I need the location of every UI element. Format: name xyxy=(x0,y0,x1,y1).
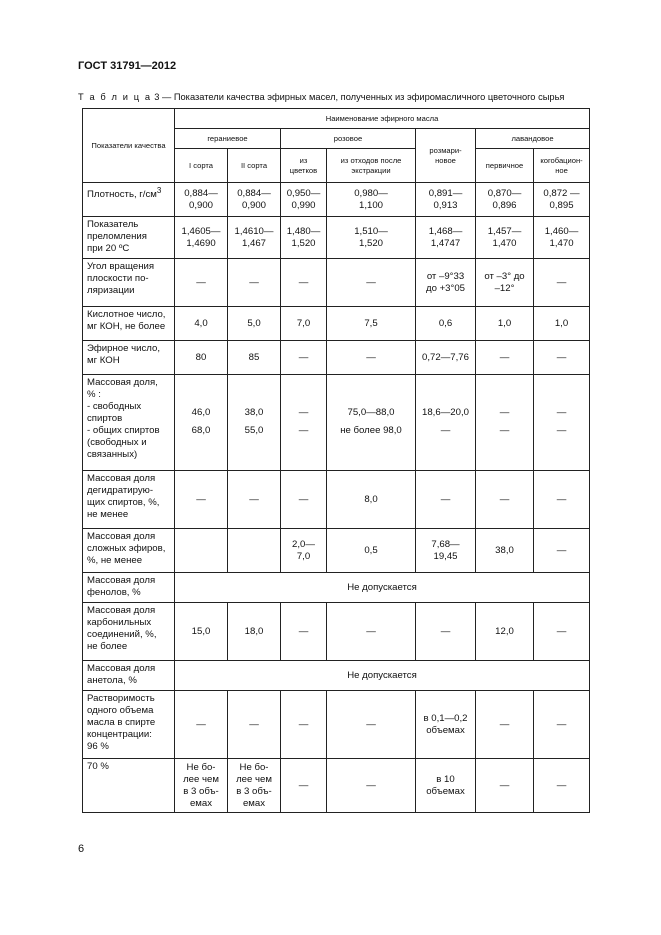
header-row-1 xyxy=(83,109,590,129)
text-line: в 10 xyxy=(436,773,455,785)
row-label-refraction xyxy=(83,217,175,259)
header-primary: первичное xyxy=(476,149,534,183)
table-cell xyxy=(228,217,281,259)
table-caption-text: — Показатели качества эфирных масел, полученных из эфиромасличного цветочного сырья xyxy=(161,92,565,102)
text-line: 1,4747 xyxy=(430,237,461,249)
table-cell: — xyxy=(327,691,416,759)
table-cell xyxy=(416,759,476,813)
text-line: не более xyxy=(87,641,128,652)
text-line: 1,470 xyxy=(492,237,517,249)
text-line: в 0,1—0,2 xyxy=(423,712,468,724)
text-line: — xyxy=(366,276,376,288)
text-line: лее чем xyxy=(183,773,219,785)
row-label-carbonyl xyxy=(83,603,175,661)
merged-cell-not-allowed: Не допускается xyxy=(175,573,590,603)
text-line: 1,460— xyxy=(544,225,579,237)
text-line: Эфирное число, xyxy=(87,343,160,354)
text-line: %, не менее xyxy=(87,555,143,566)
text-line: одного объема xyxy=(87,705,154,716)
text-line: дегидратирую- xyxy=(87,485,154,496)
table-cell xyxy=(327,217,416,259)
text-line: 0,870— xyxy=(487,187,522,199)
text-line: % : xyxy=(87,389,101,400)
header-oil-name: Наименование эфирного масла xyxy=(175,109,590,129)
text-line: объемах xyxy=(426,785,465,797)
text-line: — xyxy=(556,276,567,288)
table-cell: — — xyxy=(534,375,590,471)
table-cell xyxy=(416,691,476,759)
table-row xyxy=(83,341,590,375)
text-line: 0,884— xyxy=(237,187,271,199)
page-number: 6 xyxy=(78,843,85,855)
table-cell: — xyxy=(534,471,590,529)
text-line: 0,990 xyxy=(291,199,316,211)
document-code: ГОСТ 31791—2012 xyxy=(78,60,177,72)
table-cell: — xyxy=(228,471,281,529)
text-line: спиртов xyxy=(87,413,123,424)
text-line: Массовая доля xyxy=(87,473,156,484)
text-line: преломления xyxy=(87,231,147,242)
text-line: ное xyxy=(555,165,568,175)
table-cell: — xyxy=(281,603,327,661)
table-row xyxy=(83,375,590,471)
text-line: Не бо- xyxy=(186,761,216,773)
text-line: емах xyxy=(242,797,266,809)
row-label-acid-number xyxy=(83,307,175,341)
text-line: цветков xyxy=(289,165,318,175)
text-line: Не бо- xyxy=(239,761,269,773)
text-line: - свободных xyxy=(87,401,142,412)
table-cell xyxy=(228,259,281,307)
table-cell: 5,0 xyxy=(228,307,281,341)
text-line: 0,900 xyxy=(188,199,213,211)
text-line: при 20 ºС xyxy=(87,243,130,254)
text-line: 1,4690 xyxy=(186,237,216,249)
table-cell xyxy=(281,217,327,259)
table-caption-prefix: Т а б л и ц а xyxy=(78,92,152,102)
text-line: до +3°05 xyxy=(425,282,466,294)
text-line: — xyxy=(196,276,206,288)
text-line: 1,467 xyxy=(241,237,266,249)
header-rosemary-text xyxy=(419,146,472,166)
table-row xyxy=(83,471,590,529)
table-cell xyxy=(476,259,534,307)
table-cell: — xyxy=(281,759,327,813)
text-line: карбонильных xyxy=(87,617,152,628)
text-line: щих спиртов, %, xyxy=(87,497,160,508)
row-label-rotation xyxy=(83,259,175,307)
table-row xyxy=(83,759,590,813)
text-line: Показатели качества xyxy=(91,140,166,150)
text-line: мг КОН, не более xyxy=(87,321,166,332)
text-line: из xyxy=(299,155,308,165)
table-cell: — xyxy=(416,471,476,529)
table-cell xyxy=(416,259,476,307)
table-cell: — xyxy=(281,691,327,759)
text-line: 7,0 xyxy=(296,550,311,562)
table-cell: — — xyxy=(476,375,534,471)
table-row xyxy=(83,183,590,217)
table-cell: — xyxy=(534,341,590,375)
table-cell xyxy=(281,183,327,217)
header-from-flowers xyxy=(281,149,327,183)
table-row xyxy=(83,259,590,307)
table-cell xyxy=(416,217,476,259)
text-line: — xyxy=(298,276,309,288)
table-cell xyxy=(175,217,228,259)
text-line: Массовая доля, xyxy=(87,377,158,388)
text-line: 1,4605— xyxy=(181,225,221,237)
text-line: новое xyxy=(435,155,456,165)
table-cell xyxy=(281,259,327,307)
table-cell: 0,72—7,76 xyxy=(416,341,476,375)
table-caption xyxy=(78,92,564,102)
text-line: 0,980— xyxy=(354,187,388,199)
table-cell xyxy=(175,529,228,573)
table-cell: 38,0 xyxy=(476,529,534,573)
table-cell: — xyxy=(476,759,534,813)
table-cell xyxy=(476,217,534,259)
text-line: 0,895 xyxy=(549,199,574,211)
header-indicators xyxy=(83,109,175,183)
text-line: от –3° до xyxy=(484,270,525,282)
table-row xyxy=(83,217,590,259)
table-cell: — xyxy=(327,341,416,375)
table-cell: — xyxy=(281,471,327,529)
text-line: 1,468— xyxy=(428,225,463,237)
table-cell: 0,5 xyxy=(327,529,416,573)
text-line: 1,510— xyxy=(354,225,388,237)
table-cell: 0,6 xyxy=(416,307,476,341)
text-line: Растворимость xyxy=(87,693,155,704)
table-cell xyxy=(534,259,590,307)
table-cell xyxy=(175,759,228,813)
table-cell: — xyxy=(534,529,590,573)
text-line: емах xyxy=(189,797,213,809)
text-line: экстракции xyxy=(351,165,391,175)
row-label-phenols xyxy=(83,573,175,603)
table-cell xyxy=(175,183,228,217)
table-cell xyxy=(416,183,476,217)
text-line: Массовая доля xyxy=(87,663,156,674)
text-line: в 3 объ- xyxy=(236,785,272,797)
row-label-alcohols xyxy=(83,375,175,471)
table-cell: — xyxy=(476,341,534,375)
text-line: объемах xyxy=(426,724,465,736)
text-line: 19,45 xyxy=(433,550,458,562)
text-line: в 3 объ- xyxy=(183,785,219,797)
header-from-waste xyxy=(327,149,416,183)
text-line: 2,0— xyxy=(292,538,315,550)
table-cell xyxy=(476,183,534,217)
table-cell xyxy=(327,183,416,217)
header-cohobation xyxy=(534,149,590,183)
table-row xyxy=(83,661,590,691)
row-label-solubility xyxy=(83,691,175,759)
table-cell: 85 xyxy=(228,341,281,375)
table-cell: — xyxy=(476,691,534,759)
text-line: 0,896 xyxy=(492,199,517,211)
text-line: плоскости по- xyxy=(87,273,149,284)
table-cell: — xyxy=(281,341,327,375)
row-label-anethole xyxy=(83,661,175,691)
table-cell: — xyxy=(228,691,281,759)
text-line: — xyxy=(249,276,259,288)
text-line: Массовая доля xyxy=(87,575,156,586)
row-label-70-percent: 70 % xyxy=(83,759,175,813)
text-line: 1,520 xyxy=(291,237,316,249)
text-line: 0,913 xyxy=(433,199,458,211)
table-cell: — — xyxy=(281,375,327,471)
header-lavender: лавандовое xyxy=(476,129,590,149)
text-line: 1,4610— xyxy=(234,225,274,237)
table-cell: 1,0 xyxy=(476,307,534,341)
table-cell: — xyxy=(327,759,416,813)
table-cell: 4,0 xyxy=(175,307,228,341)
text-line: Массовая доля xyxy=(87,605,156,616)
text-line: 0,950— xyxy=(286,187,321,199)
header-rosemary xyxy=(416,129,476,183)
table-row xyxy=(83,691,590,759)
table-cell xyxy=(228,529,281,573)
text-line: когобацион- xyxy=(540,155,583,165)
table-row xyxy=(83,529,590,573)
table-caption-number: 3 xyxy=(154,92,160,102)
table-cell: — xyxy=(534,759,590,813)
text-line: анетола, % xyxy=(87,675,137,686)
text-line: 7,68— xyxy=(431,538,460,550)
table-cell xyxy=(228,759,281,813)
table-cell: 12,0 xyxy=(476,603,534,661)
header-grade-1: I сорта xyxy=(175,149,228,183)
header-rose: розовое xyxy=(281,129,416,149)
table-cell: 7,5 xyxy=(327,307,416,341)
table-cell: 80 xyxy=(175,341,228,375)
text-line: Угол вращения xyxy=(87,261,155,272)
text-line: ляризации xyxy=(87,285,135,296)
text-line: Массовая доля xyxy=(87,531,156,542)
text-line: из отходов после xyxy=(340,155,402,165)
text-line: Показатель xyxy=(87,219,139,230)
header-geranium: гераниевое xyxy=(175,129,281,149)
table-row xyxy=(83,573,590,603)
header-grade-2: II сорта xyxy=(228,149,281,183)
table-cell xyxy=(175,259,228,307)
text-line: 0,872 — xyxy=(543,187,580,199)
text-line: мг КОН xyxy=(87,355,120,366)
merged-cell-not-allowed: Не допускается xyxy=(175,661,590,691)
table-cell xyxy=(327,259,416,307)
table-cell xyxy=(281,529,327,573)
text-line: соединений, %, xyxy=(87,629,157,640)
table-row xyxy=(83,307,590,341)
table-cell: 1,0 xyxy=(534,307,590,341)
row-label-dehydrating xyxy=(83,471,175,529)
text-line: 0,891— xyxy=(428,187,463,199)
table-cell: 15,0 xyxy=(175,603,228,661)
text-line: –12° xyxy=(494,282,515,294)
table-cell xyxy=(228,183,281,217)
text-line: сложных эфиров, xyxy=(87,543,166,554)
table-cell: — xyxy=(416,603,476,661)
text-line: розмари- xyxy=(429,145,462,155)
header-indicators-text xyxy=(86,141,171,151)
text-line: - общих спиртов xyxy=(87,425,160,436)
text-line: Кислотное число, xyxy=(87,309,166,320)
table-cell xyxy=(534,217,590,259)
text-line: 1,457— xyxy=(487,225,522,237)
text-line: 1,520 xyxy=(358,237,383,249)
table-cell xyxy=(534,183,590,217)
table-cell: 46,0 68,0 xyxy=(175,375,228,471)
quality-indicators-table xyxy=(82,108,590,813)
text-line: масла в спирте xyxy=(87,717,156,728)
table-cell: 18,0 xyxy=(228,603,281,661)
text-line: связанных) xyxy=(87,449,138,460)
table-cell: 38,0 55,0 xyxy=(228,375,281,471)
row-label-density: Плотность, $г/см^3$ xyxy=(83,183,175,217)
text-line: фенолов, % xyxy=(87,587,141,598)
table-cell: — xyxy=(534,603,590,661)
table-cell: — xyxy=(534,691,590,759)
table-cell: — xyxy=(327,603,416,661)
text-line: 1,100 xyxy=(358,199,383,211)
text-line: лее чем xyxy=(236,773,272,785)
table-cell: 8,0 xyxy=(327,471,416,529)
table-cell: — xyxy=(175,691,228,759)
table-cell: 18,6—20,0 — xyxy=(416,375,476,471)
table-cell: 75,0—88,0 не более 98,0 xyxy=(327,375,416,471)
row-label-ester-number xyxy=(83,341,175,375)
text-line: (свободных и xyxy=(87,437,147,448)
table-cell: 7,0 xyxy=(281,307,327,341)
text-line: 0,884— xyxy=(184,187,218,199)
table-cell: — xyxy=(476,471,534,529)
text-line: 96 % xyxy=(87,741,109,752)
text-line: 0,900 xyxy=(241,199,266,211)
text-line: не менее xyxy=(87,509,129,520)
text-line: концентрации: xyxy=(87,729,152,740)
text-line: от –9°33 xyxy=(426,270,465,282)
text-line: 1,470 xyxy=(549,237,574,249)
table-cell: — xyxy=(175,471,228,529)
text-line: 1,480— xyxy=(286,225,321,237)
row-label-esters xyxy=(83,529,175,573)
table-row xyxy=(83,603,590,661)
table-cell xyxy=(416,529,476,573)
